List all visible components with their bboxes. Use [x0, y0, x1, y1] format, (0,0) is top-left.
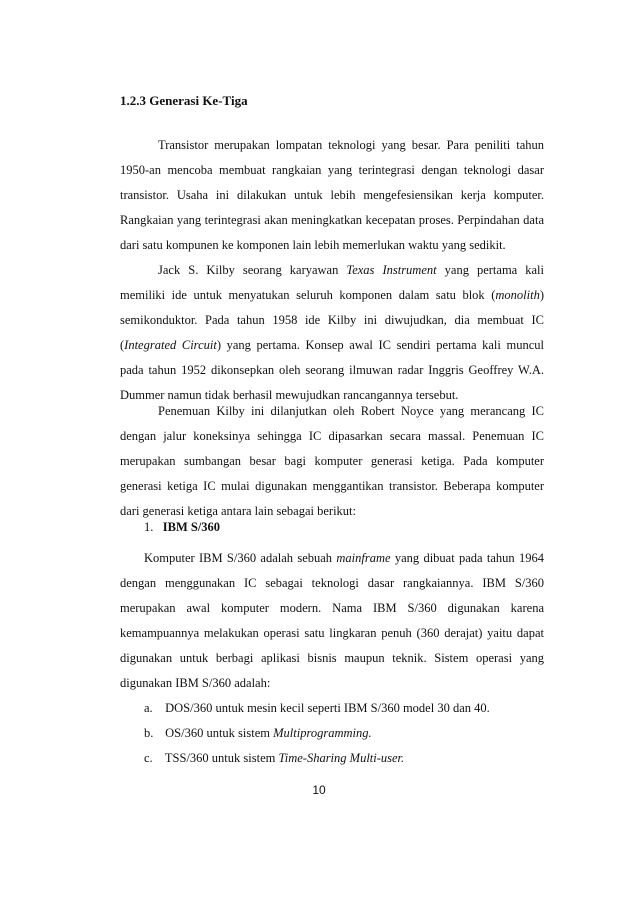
- paragraph-1: Transistor merupakan lompatan teknologi yang besar. Para peniliti tahun 1950-an mencoba membuat rangkaian yang terintegrasi dengan teknologi dasar transistor. Usaha ini dilakukan untuk lebih mengefesiensikan kerja komputer. Rangkaian yang terintegrasi akan meningkatkan kecepatan proses. Perpindahan data dari satu kompunen ke komponen lain lebih memerlukan waktu yang sedikit.: [120, 138, 544, 252]
- sub-item-text: OS/360 untuk sistem: [165, 726, 274, 740]
- page-number: 10: [312, 783, 326, 797]
- p4-text-a: Komputer IBM S/360 adalah sebuah: [144, 551, 337, 565]
- paragraph-4: [120, 546, 544, 696]
- sub-item-marker: b.: [144, 726, 154, 740]
- p4-italic-mainframe: mainframe: [336, 551, 391, 565]
- section-heading: 1.2.3 Generasi Ke-Tiga: [120, 93, 248, 108]
- sub-item-marker: a.: [144, 701, 153, 715]
- sub-item-b: [144, 726, 372, 741]
- p2-text-c: yang pertama kali memiliki ide untuk menyatukan seluruh komponen dalam satu blok (: [120, 263, 545, 302]
- sub-item-text: TSS/360 untuk sistem: [164, 751, 279, 765]
- sub-item-a: [144, 701, 490, 716]
- paragraph-2: [120, 258, 544, 408]
- p2-text-e: ) semikonduktor. Pada tahun 1958 ide Kilby ini diwujudkan, dia membuat IC (: [120, 288, 544, 352]
- p4-text-c: yang dibuat pada tahun 1964 dengan menggunakan IC sebagai teknologi dasar rangkaiannya. IBM S/360 merupakan awal komputer modern. Nama IBM S/360 digunakan karena kemampuannya melakukan operasi satu lingkaran penuh (360 derajat) yaitu dapat digunakan untuk berbagi aplikasi bisnis maupun teknik. Sistem operasi yang digunakan IBM S/360 adalah:: [120, 551, 544, 690]
- p2-italic-monolith: monolith: [495, 288, 540, 302]
- p2-italic-integrated-circuit: Integrated Circuit: [124, 338, 217, 352]
- sub-item-c: [144, 751, 404, 766]
- p2-text-g: ) yang pertama. Konsep awal IC sendiri pertama kali muncul pada tahun 1952 dikonsepkan oleh seorang ilmuwan radar Inggris Geoffrey W.A. Dummer namun tidak berhasil mewujudkan rancangannya tersebut.: [120, 338, 544, 402]
- list-number: 1.: [144, 520, 154, 534]
- sub-item-italic: Time-Sharing Multi-user.: [278, 751, 405, 765]
- sub-item-marker: c.: [144, 751, 153, 765]
- sub-item-italic: Multiprogramming.: [273, 726, 372, 740]
- p2-italic-texas-instrument: Texas Instrument: [346, 263, 437, 277]
- paragraph-3: Penemuan Kilby ini dilanjutkan oleh Robert Noyce yang merancang IC dengan jalur koneksinya sehingga IC dipasarkan secara massal. Penemuan IC merupakan sumbangan besar bagi komputer generasi ketiga. Pada komputer generasi ketiga IC mulai digunakan menggantikan transistor. Beberapa komputer dari generasi ketiga antara lain sebagai berikut:: [120, 404, 544, 518]
- sub-item-text: DOS/360 untuk mesin kecil seperti IBM S/360 model 30 dan 40.: [165, 701, 490, 715]
- list-label: IBM S/360: [162, 520, 221, 534]
- list-item-ibm-s360: [144, 520, 220, 535]
- p2-text-a: Jack S. Kilby seorang karyawan: [158, 263, 347, 277]
